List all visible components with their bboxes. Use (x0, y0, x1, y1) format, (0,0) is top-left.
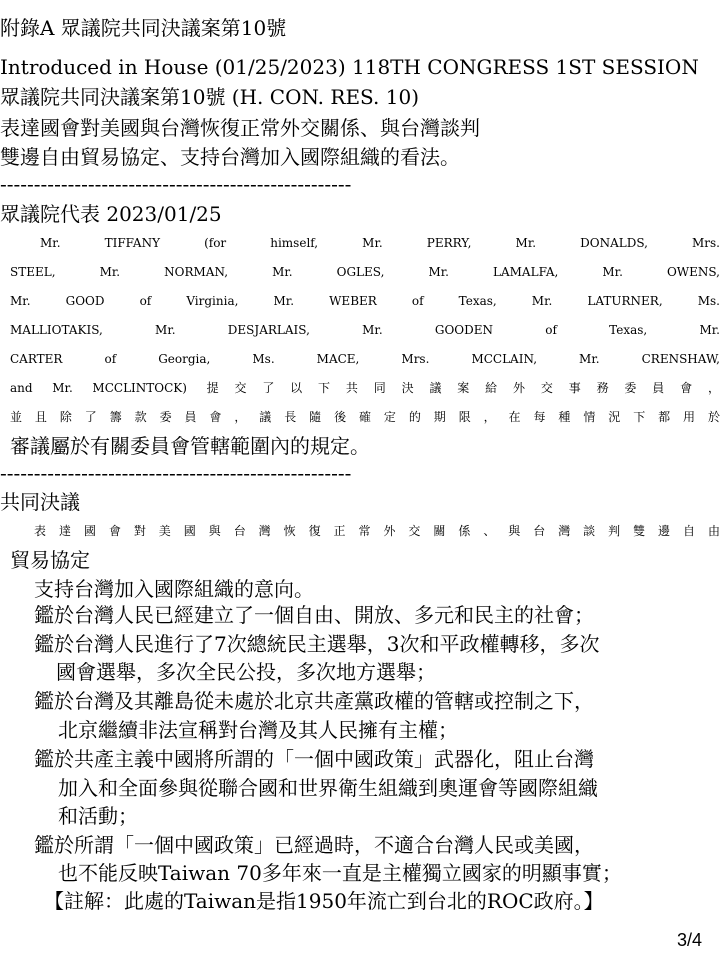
body-line: 加入和全面參與從聯合國和世界衛生組織到奧運會等國際組織 (58, 776, 598, 800)
resolution-heading: 共同決議 (0, 490, 80, 514)
body-line: 表達國會對美國與台灣恢復正常外交關係、與台灣談判雙邊自由 (34, 524, 720, 538)
body-line: 鑑於台灣人民已經建立了一個自由、開放、多元和民主的社會； (34, 603, 594, 627)
body-line: 貿易協定 (10, 548, 90, 572)
page-number: 3/4 (676, 930, 702, 950)
representative-line: 眾議院代表 2023/01/25 (0, 202, 222, 226)
sponsor-line: MALLIOTAKIS, Mr. DESJARLAIS, Mr. GOODEN of Texas, Mr. (10, 323, 720, 337)
body-line: 北京繼續非法宣稱對台灣及其人民擁有主權； (58, 718, 458, 742)
body-line: 鑑於台灣及其離島從未處於北京共產黨政權的管轄或控制之下， (34, 689, 594, 713)
body-line: 鑑於共產主義中國將所謂的「一個中國政策」武器化，阻止台灣 (34, 747, 594, 771)
sponsor-line: and Mr. MCCLINTOCK) 提交了以下共同決議案給外交事務委員會， (10, 381, 720, 395)
sponsor-line: STEEL, Mr. NORMAN, Mr. OGLES, Mr. LAMALFA, Mr. OWENS, (10, 265, 720, 279)
sponsor-line: 審議屬於有關委員會管轄範圍內的規定。 (10, 434, 370, 458)
divider-line: ---------------------------------------------------- (0, 172, 352, 196)
body-line: 國會選舉，多次全民公投，多次地方選舉； (56, 660, 436, 684)
sponsor-line: 並且除了籌款委員會，議長隨後確定的期限，在每種情況下都用於 (10, 410, 720, 424)
purpose-line: 雙邊自由貿易協定、支持台灣加入國際組織的看法。 (0, 145, 460, 169)
sponsor-line: Mr. TIFFANY (for himself, Mr. PERRY, Mr. DONALDS, Mrs. (40, 236, 720, 250)
sponsor-line: CARTER of Georgia, Ms. MACE, Mrs. MCCLAIN, Mr. CRENSHAW, (10, 352, 720, 366)
purpose-line: 表達國會對美國與台灣恢復正常外交關係、與台灣談判 (0, 116, 480, 140)
body-line: 鑑於台灣人民進行了7次總統民主選舉，3次和平政權轉移，多次 (34, 632, 600, 656)
body-line: 支持台灣加入國際組織的意向。 (34, 577, 314, 601)
appendix-title: 附錄A 眾議院共同決議案第10號 (0, 16, 287, 40)
body-line: 鑑於所謂「一個中國政策」已經過時，不適合台灣人民或美國， (34, 833, 594, 857)
introduced-line: Introduced in House (01/25/2023) 118TH CONGRESS 1ST SESSION (0, 55, 699, 79)
annotation-note: 【註解：此處的Taiwan是指1950年流亡到台北的ROC政府。】 (44, 889, 604, 913)
resolution-line: 眾議院共同決議案第10號 (H. CON. RES. 10) (0, 85, 420, 109)
body-line: 和活動； (58, 804, 138, 828)
divider-line: ---------------------------------------------------- (0, 461, 352, 485)
sponsor-line: Mr. GOOD of Virginia, Mr. WEBER of Texas, Mr. LATURNER, Ms. (10, 294, 720, 308)
body-line: 也不能反映Taiwan 70多年來一直是主權獨立國家的明顯事實； (58, 861, 622, 885)
